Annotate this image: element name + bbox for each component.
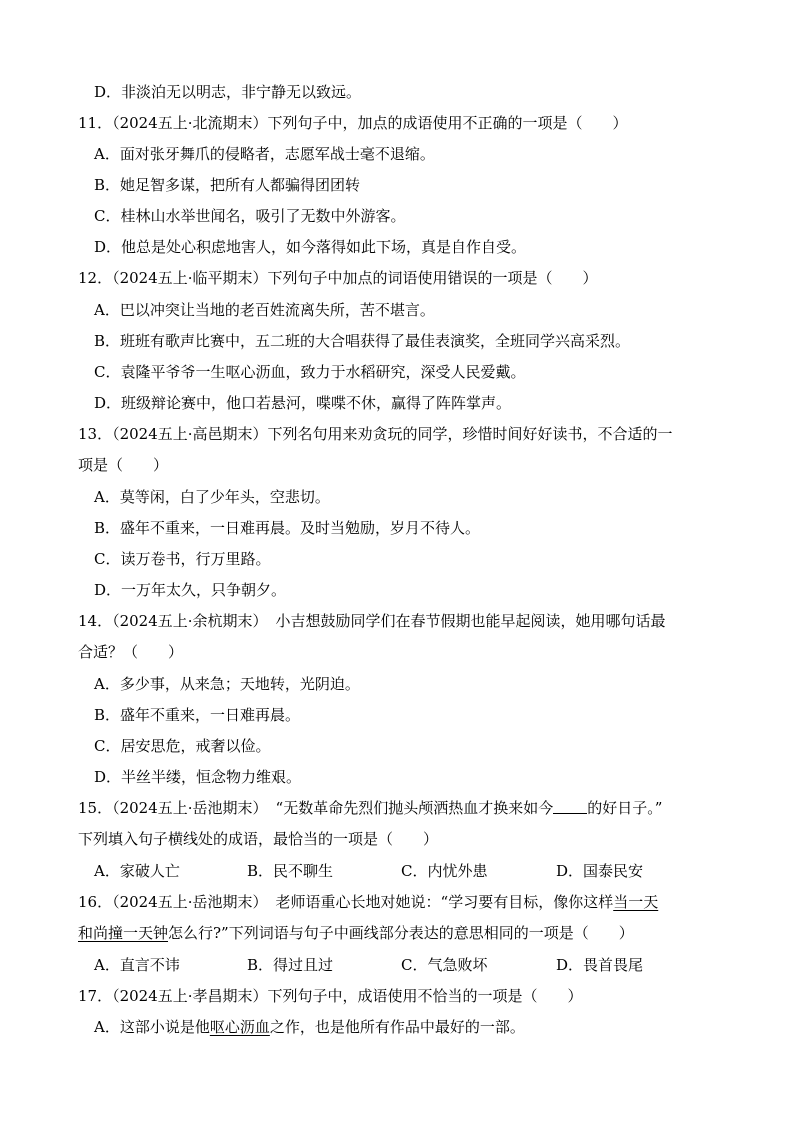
question-text-cont: 怎么行?”下列词语与句子中画线部分表达的意思相同的一项是（ ） xyxy=(168,924,634,942)
question-number: 15． xyxy=(78,799,113,817)
question-13-stem xyxy=(78,424,673,444)
question-14-stem xyxy=(78,611,666,631)
q15-option-b: B．民不聊生 xyxy=(247,862,334,880)
question-source: （2024五上·余杭期末） xyxy=(112,612,268,630)
question-15-stem xyxy=(78,798,662,818)
q12-option-d: D．班级辩论赛中，他口若悬河，喋喋不休，赢得了阵阵掌声。 xyxy=(94,394,512,412)
q13-option-c: C．读万卷书，行万里路。 xyxy=(94,550,271,568)
question-12-stem xyxy=(78,268,598,288)
q16-option-a: A．直言不讳 xyxy=(94,956,180,974)
question-source: （2024五上·高邑期末） xyxy=(112,425,268,443)
question-13-stem-cont: 项是（ ） xyxy=(78,456,169,474)
q16-option-d: D．畏首畏尾 xyxy=(556,956,644,974)
q13-option-a: A．莫等闲，白了少年头，空悲切。 xyxy=(94,488,330,506)
q11-option-a: A．面对张牙舞爪的侵略者，志愿军战士毫不退缩。 xyxy=(94,145,435,163)
question-source: （2024五上·岳池期末） xyxy=(112,799,268,817)
question-text: 下列名句用来劝贪玩的同学，珍惜时间好好读书，不合适的一 xyxy=(267,425,673,443)
question-number: 16． xyxy=(78,893,113,911)
question-15-stem-cont: 下列填入句子横线处的成语，最恰当的一项是（ ） xyxy=(78,830,439,848)
q14-option-d: D．半丝半缕，恒念物力维艰。 xyxy=(94,768,302,786)
question-number: 13． xyxy=(78,425,113,443)
option-text-end: 之作，也是他所有作品中最好的一部。 xyxy=(269,1018,525,1036)
question-text: 小吉想鼓励同学们在春节假期也能早起阅读，她用哪句话最 xyxy=(275,612,666,630)
q14-option-c: C．居安思危，戒奢以俭。 xyxy=(94,737,271,755)
question-14-stem-cont: 合适？（ ） xyxy=(78,643,184,661)
q16-option-c: C．气急败坏 xyxy=(401,956,488,974)
q10-option-d: D．非淡泊无以明志，非宁静无以致远。 xyxy=(94,83,362,101)
question-text: 下列句子中，成语使用不恰当的一项是（ ） xyxy=(267,987,583,1005)
fill-blank xyxy=(553,799,587,814)
q13-option-d: D．一万年太久，只争朝夕。 xyxy=(94,581,287,599)
underlined-phrase: 呕心沥血 xyxy=(209,1018,270,1036)
q16-option-b: B．得过且过 xyxy=(247,956,334,974)
q12-option-b: B．班班有歌声比赛中，五二班的大合唱获得了最佳表演奖，全班同学兴高采烈。 xyxy=(94,332,631,350)
q11-option-b: B．她足智多谋，把所有人都骗得团团转 xyxy=(94,176,361,194)
question-number: 17． xyxy=(78,987,113,1005)
question-text: 老师语重心长地对她说：“学习要有目标，像你这样 xyxy=(275,893,614,911)
q17-option-a xyxy=(94,1017,525,1037)
question-source: （2024五上·岳池期末） xyxy=(112,893,268,911)
question-text: “无数革命先烈们抛头颅洒热血才换来如今 xyxy=(275,799,554,817)
q15-option-a: A．家破人亡 xyxy=(94,862,180,880)
question-source: （2024五上·孝昌期末） xyxy=(112,987,268,1005)
question-17-stem xyxy=(78,986,583,1006)
q12-option-c: C．袁隆平爷爷一生呕心沥血，致力于水稻研究，深受人民爱戴。 xyxy=(94,363,526,381)
question-16-stem-cont xyxy=(78,923,634,943)
q15-option-c: C．内忧外患 xyxy=(401,862,488,880)
question-text: 下列句子中，加点的成语使用不正确的一项是（ ） xyxy=(267,114,628,132)
question-number: 11． xyxy=(78,114,113,132)
q11-option-d: D．他总是处心积虑地害人，如今落得如此下场，真是自作自受。 xyxy=(94,238,527,256)
question-number: 14． xyxy=(78,612,113,630)
q14-option-a: A．多少事，从来急；天地转，光阴迫。 xyxy=(94,675,360,693)
question-16-stem xyxy=(78,892,658,912)
underlined-phrase: 当一天 xyxy=(613,893,659,911)
underlined-phrase: 和尚撞一天钟 xyxy=(78,924,169,942)
q12-option-a: A．巴以冲突让当地的老百姓流离失所，苦不堪言。 xyxy=(94,301,435,319)
question-text-end: 的好日子。” xyxy=(587,799,663,817)
q14-option-b: B．盛年不重来，一日难再晨。 xyxy=(94,706,301,724)
q11-option-c: C．桂林山水举世闻名，吸引了无数中外游客。 xyxy=(94,207,406,225)
q13-option-b: B．盛年不重来，一日难再晨。及时当勉励，岁月不待人。 xyxy=(94,519,481,537)
question-number: 12． xyxy=(78,269,113,287)
question-text: 下列句子中加点的词语使用错误的一项是（ ） xyxy=(267,269,598,287)
q15-option-d: D．国泰民安 xyxy=(556,862,644,880)
question-11-stem xyxy=(78,113,628,133)
question-source: （2024五上·北流期末） xyxy=(112,114,268,132)
question-source: （2024五上·临平期末） xyxy=(112,269,268,287)
option-text: A．这部小说是他 xyxy=(94,1018,210,1036)
